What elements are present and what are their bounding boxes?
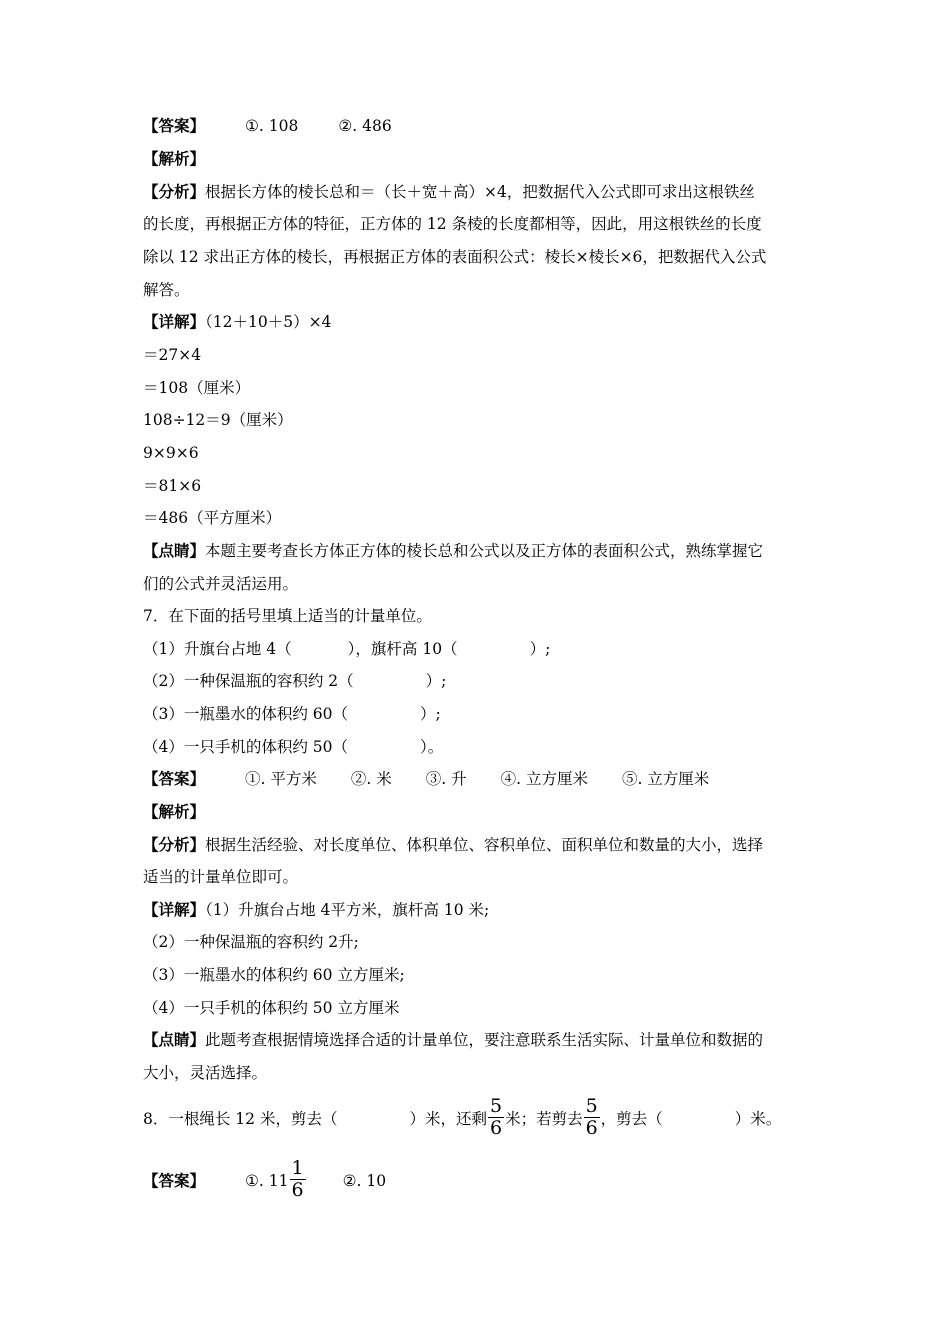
q6-jiexi: 【解析】 [143, 149, 206, 168]
q7-item-2-text-b: ）; [425, 672, 447, 690]
q7-dianjing-line-2: 大小，灵活选择。 [143, 1064, 268, 1082]
fraction-denominator: 6 [489, 1116, 503, 1139]
q8-answer-line [143, 1156, 387, 1204]
q7-item-2 [143, 671, 446, 691]
fraction-five-sixths [488, 1096, 504, 1139]
xiangjie-tag: 【详解】 [143, 900, 206, 919]
fraction-numerator: 1 [291, 1156, 304, 1179]
q6-calc-line-7: ＝486（平方厘米） [143, 509, 282, 527]
fenxi-text: 根据长方体的棱长总和＝（长＋宽＋高）×4，把数据代入公式即可求出这根铁丝 [205, 183, 755, 201]
fenxi-text: 根据生活经验、对长度单位、体积单位、容积单位、面积单位和数量的大小，选择 [205, 836, 764, 854]
q6-calc-line-5: 9×9×6 [143, 444, 199, 462]
q7-xiangjie-line-3: （3）一瓶墨水的体积约 60 立方厘米; [143, 966, 405, 984]
answer-tag: 【答案】 [143, 769, 206, 788]
dianjing-tag: 【点睛】 [143, 541, 206, 560]
q6-fenxi-line-3: 除以 12 求出正方体的棱长，再根据正方体的表面积公式：棱长×棱长×6，把数据代入公式 [143, 248, 767, 266]
q7-fenxi-line-1 [143, 835, 763, 855]
answer-1: ①. 11 [245, 1172, 289, 1190]
q7-item-1-text-b: ），旗杆高 10（ [347, 640, 458, 658]
q7-item-2-text: （2）一种保温瓶的容积约 2（ [143, 672, 354, 690]
q7-title: 7．在下面的括号里填上适当的计量单位。 [143, 607, 432, 625]
xiangjie-text: （1）升旗台占地 4平方米，旗杆高 10 米; [205, 901, 490, 919]
fraction-one-sixth [290, 1158, 306, 1201]
fenxi-tag: 【分析】 [143, 835, 206, 854]
q6-answer-line [143, 116, 392, 136]
answer-1: ①. 108 [245, 117, 299, 135]
q7-item-4-text: （4）一只手机的体积约 50（ [143, 738, 349, 756]
q6-xiangjie-line-1 [143, 312, 331, 332]
q6-dianjing-line-1 [143, 541, 763, 561]
q7-fenxi-line-2: 适当的计量单位即可。 [143, 868, 299, 886]
q8-text-3: 米；若剪去 [505, 1110, 583, 1128]
q6-dianjing-line-2: 们的公式并灵活运用。 [143, 575, 299, 593]
q6-fenxi-line-1 [143, 182, 755, 202]
q7-item-3-text-b: ）; [420, 705, 441, 723]
dianjing-tag: 【点睛】 [143, 1030, 206, 1049]
fenxi-tag: 【分析】 [143, 182, 206, 201]
answer-4: ④. 立方厘米 [500, 770, 588, 788]
q8-text-2: ）米，还剩 [409, 1110, 487, 1128]
q7-item-4-text-b: ）。 [420, 738, 444, 756]
xiangjie-tag: 【详解】 [143, 312, 206, 331]
fraction-denominator: 6 [585, 1116, 598, 1139]
answer-3: ③. 升 [425, 770, 467, 788]
answer-tag: 【答案】 [143, 116, 206, 135]
q8-question [143, 1094, 782, 1142]
q7-item-1-text-c: ）; [529, 640, 551, 658]
q7-xiangjie-line-1 [143, 900, 489, 920]
dianjing-text: 本题主要考查长方体正方体的棱长总和公式以及正方体的表面积公式，熟练掌握它 [205, 542, 764, 560]
answer-tag: 【答案】 [143, 1171, 206, 1190]
q7-xiangjie-line-2: （2）一种保温瓶的容积约 2升; [143, 933, 359, 951]
q6-calc-line-6: ＝81×6 [143, 477, 202, 495]
q6-fenxi-line-4: 解答。 [143, 281, 190, 299]
q6-calc-line-2: ＝27×4 [143, 346, 202, 364]
fraction-denominator: 6 [291, 1178, 304, 1201]
q7-item-1-text: （1）升旗台占地 4（ [143, 640, 292, 658]
q7-jiexi: 【解析】 [143, 802, 206, 821]
answer-1: ①. 平方米 [245, 770, 317, 788]
q8-text-4: ，剪去（ [600, 1110, 663, 1128]
q7-item-4 [143, 737, 443, 757]
q7-item-1 [143, 639, 550, 659]
q8-text-5: ）米。 [734, 1110, 782, 1128]
answer-2: ②. 486 [338, 117, 392, 135]
answer-2: ②. 米 [350, 770, 392, 788]
q7-xiangjie-line-4: （4）一只手机的体积约 50 立方厘米 [143, 999, 400, 1017]
q6-calc-line-3: ＝108（厘米） [143, 379, 251, 397]
dianjing-text: 此题考查根据情境选择合适的计量单位，要注意联系生活实际、计量单位和数据的 [205, 1031, 764, 1049]
q7-dianjing-line-1 [143, 1030, 763, 1050]
q8-text-1: 8．一根绳长 12 米，剪去（ [143, 1110, 338, 1128]
fraction-numerator: 5 [489, 1094, 503, 1117]
answer-2: ②. 10 [342, 1172, 387, 1190]
xiangjie-text: （12＋10＋5）×4 [205, 313, 332, 331]
fraction-numerator: 5 [585, 1094, 598, 1117]
q6-calc-line-4: 108÷12＝9（厘米） [143, 411, 293, 429]
q7-answer-line [143, 769, 709, 789]
q7-item-3 [143, 704, 441, 724]
q6-fenxi-line-2: 的长度，再根据正方体的特征，正方体的 12 条棱的长度都相等，因此，用这根铁丝的长度 [143, 215, 762, 233]
q7-item-3-text: （3）一瓶墨水的体积约 60（ [143, 705, 349, 723]
fraction-five-sixths [584, 1096, 600, 1139]
answer-5: ⑤. 立方厘米 [621, 770, 710, 788]
